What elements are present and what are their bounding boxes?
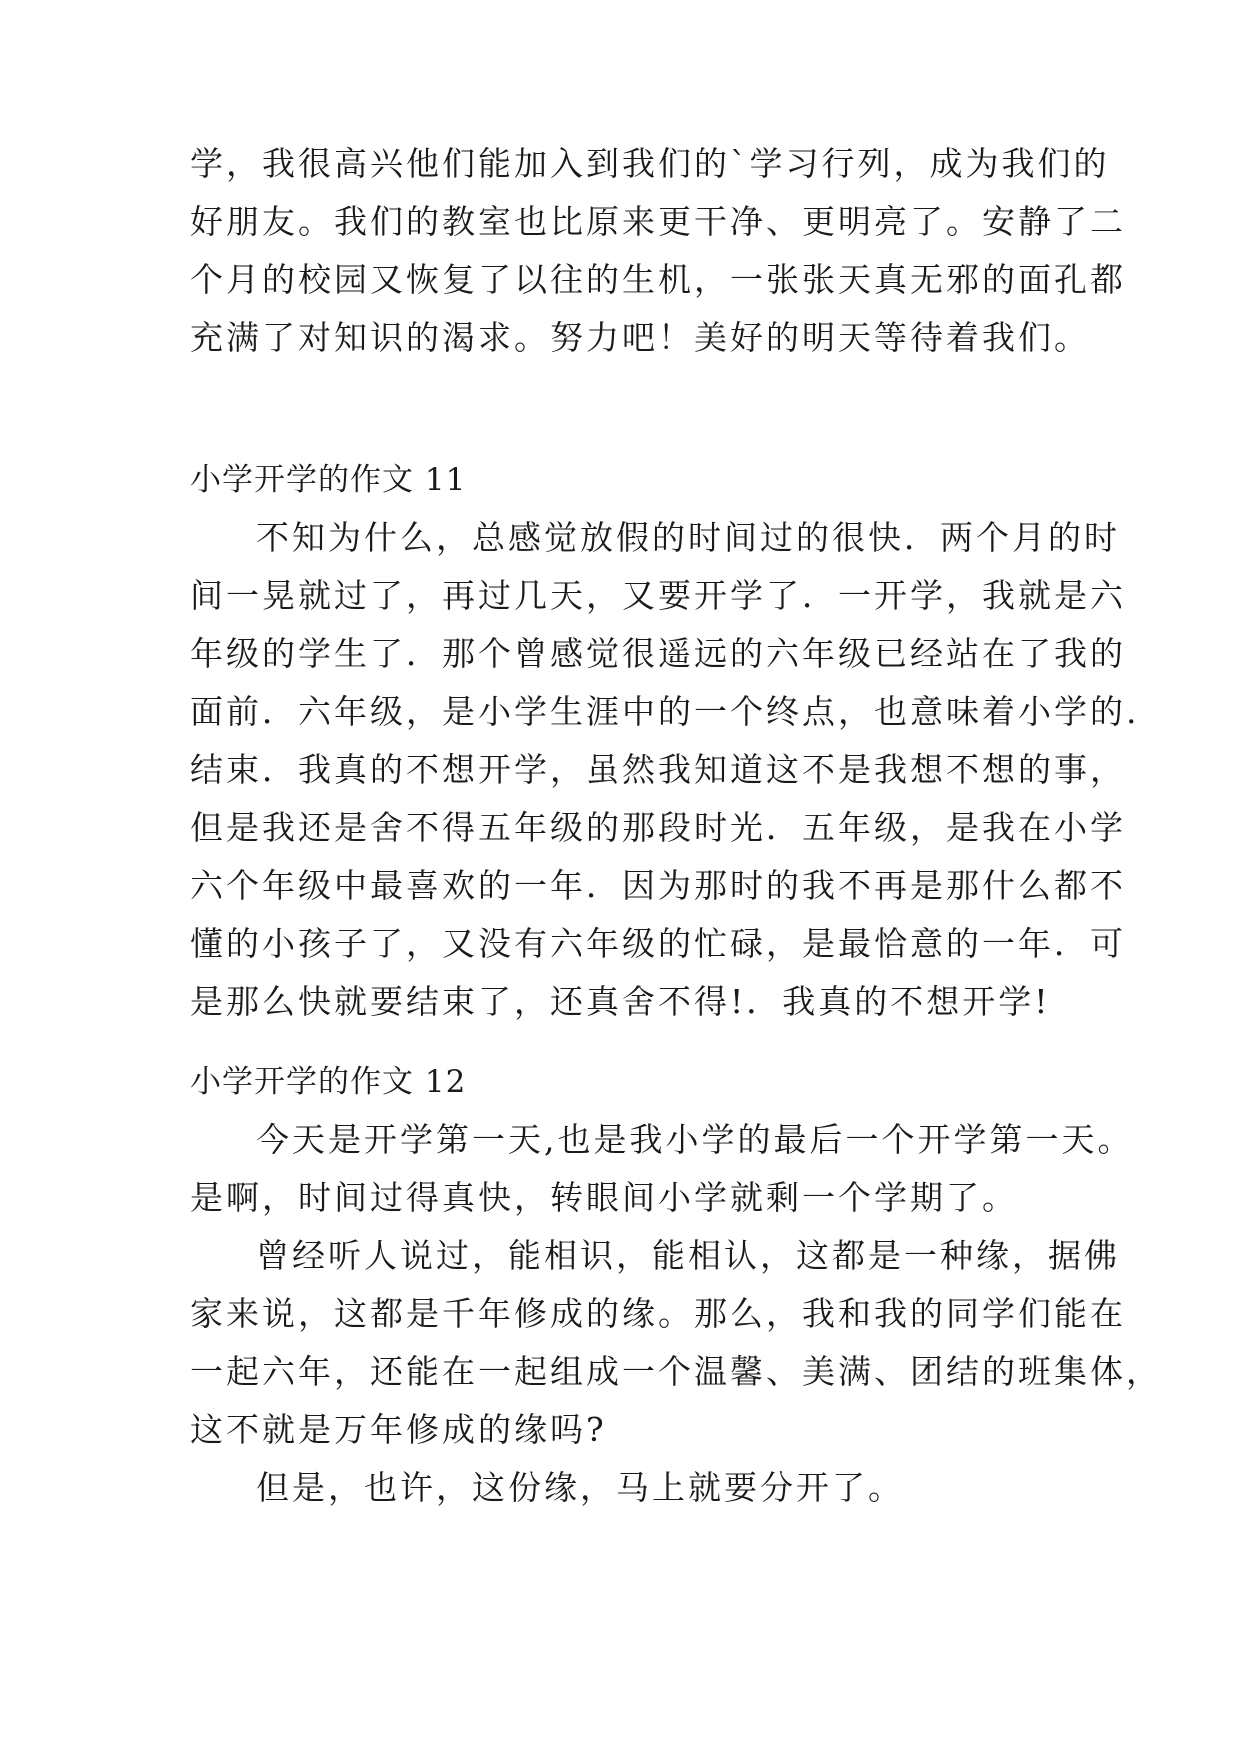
text-line: 今天是开学第一天,也是我小学的最后一个开学第一天。 bbox=[256, 1120, 1134, 1159]
text-line: 是啊，时间过得真快，转眼间小学就剩一个学期了。 bbox=[190, 1178, 1018, 1217]
text-line: 但是，也许，这份缘，马上就要分开了。 bbox=[256, 1468, 904, 1507]
text-line: 家来说，这都是千年修成的缘。那么，我和我的同学们能在 bbox=[190, 1294, 1126, 1333]
text-line: 年级的学生了．那个曾感觉很遥远的六年级已经站在了我的 bbox=[190, 634, 1126, 673]
text-line: 好朋友。我们的教室也比原来更干净、更明亮了。安静了二 bbox=[190, 202, 1126, 241]
section-title: 小学开学的作文 11 bbox=[190, 462, 467, 498]
text-line: 六个年级中最喜欢的一年．因为那时的我不再是那什么都不 bbox=[190, 866, 1126, 905]
section-12 bbox=[190, 1053, 1162, 1517]
text-line: 结束．我真的不想开学，虽然我知道这不是我想不想的事， bbox=[190, 750, 1126, 789]
text-line: 不知为什么，总感觉放假的时间过的很快．两个月的时 bbox=[256, 518, 1120, 557]
text-line: 但是我还是舍不得五年级的那段时光．五年级，是我在小学 bbox=[190, 808, 1126, 847]
text-line: 是那么快就要结束了，还真舍不得!．我真的不想开学! bbox=[190, 982, 1051, 1021]
section-title: 小学开学的作文 12 bbox=[190, 1064, 467, 1100]
section-11 bbox=[190, 451, 1140, 1031]
paragraph-continuation bbox=[190, 135, 1126, 367]
text-line: 个月的校园又恢复了以往的生机，一张张天真无邪的面孔都 bbox=[190, 260, 1126, 299]
text-line: 面前．六年级，是小学生涯中的一个终点，也意味着小学的. bbox=[190, 692, 1140, 731]
text-line: 学，我很高兴他们能加入到我们的`学习行列，成为我们的 bbox=[190, 144, 1110, 183]
text-line: 曾经听人说过，能相识，能相认，这都是一种缘，据佛 bbox=[256, 1236, 1120, 1275]
text-line: 懂的小孩子了，又没有六年级的忙碌，是最恰意的一年．可 bbox=[190, 924, 1126, 963]
text-line: 间一晃就过了，再过几天，又要开学了．一开学，我就是六 bbox=[190, 576, 1126, 615]
text-line: 这不就是万年修成的缘吗? bbox=[190, 1410, 607, 1449]
text-line: 充满了对知识的渴求。努力吧！美好的明天等待着我们。 bbox=[190, 318, 1090, 357]
text-line: 一起六年，还能在一起组成一个温馨、美满、团结的班集体， bbox=[190, 1352, 1162, 1391]
